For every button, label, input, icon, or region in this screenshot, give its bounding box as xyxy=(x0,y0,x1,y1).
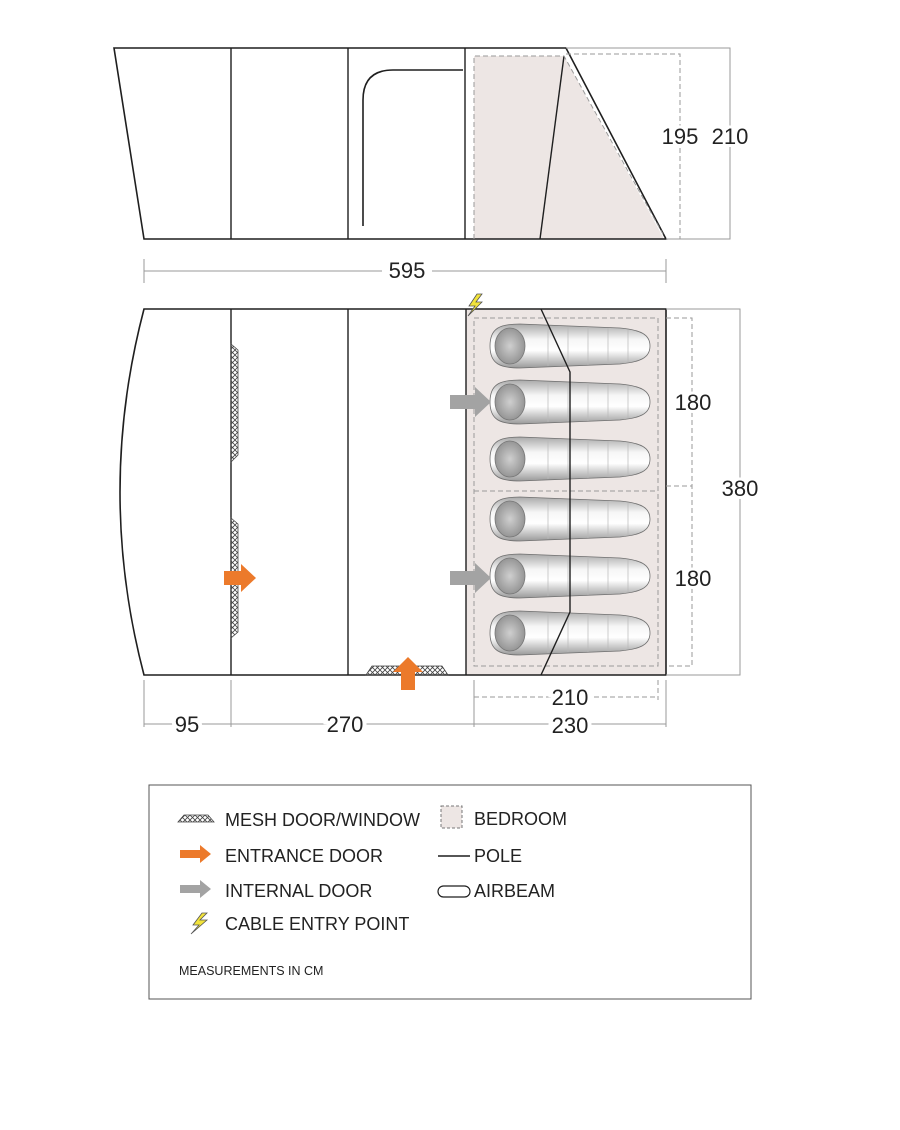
total-length-label: 595 xyxy=(388,257,426,283)
legend-note: MEASUREMENTS IN CM xyxy=(179,964,324,978)
legend xyxy=(149,785,751,999)
legend-cable-label: CABLE ENTRY POINT xyxy=(225,914,410,934)
legend-internal-label: INTERNAL DOOR xyxy=(225,881,373,901)
mesh-window-upper xyxy=(231,344,238,462)
outer-height-label: 210 xyxy=(711,123,749,149)
bedroom-lower-width-label: 180 xyxy=(674,565,712,591)
legend-pole-label: POLE xyxy=(474,846,523,866)
legend-bedroom-label: BEDROOM xyxy=(474,809,568,829)
bedroom-length-label: 230 xyxy=(551,712,589,738)
elevation-door-outline xyxy=(363,70,463,226)
airbeam-icon xyxy=(438,886,470,897)
sleeping-bag-icon xyxy=(490,324,650,368)
floor-plan xyxy=(120,294,758,738)
legend-airbeam-label: AIRBEAM xyxy=(474,881,556,901)
mesh-icon xyxy=(178,815,214,822)
bedroom-width-guide xyxy=(666,318,692,666)
sleeping-bag-icon xyxy=(490,611,650,655)
side-elevation xyxy=(114,48,748,239)
bedroom-icon xyxy=(441,806,462,828)
total-width-label: 380 xyxy=(721,475,759,501)
length-dimension xyxy=(144,258,666,284)
entrance-arrow-side xyxy=(224,564,256,592)
inner-height-label: 195 xyxy=(661,123,699,149)
living-length-label: 270 xyxy=(326,711,364,737)
porch-length-label: 95 xyxy=(174,711,200,737)
legend-entrance-label: ENTRANCE DOOR xyxy=(225,846,384,866)
bedroom-inner-length-label: 210 xyxy=(551,684,589,710)
legend-mesh-label: MESH DOOR/WINDOW xyxy=(225,810,420,830)
bedroom-upper-width-label: 180 xyxy=(674,389,712,415)
